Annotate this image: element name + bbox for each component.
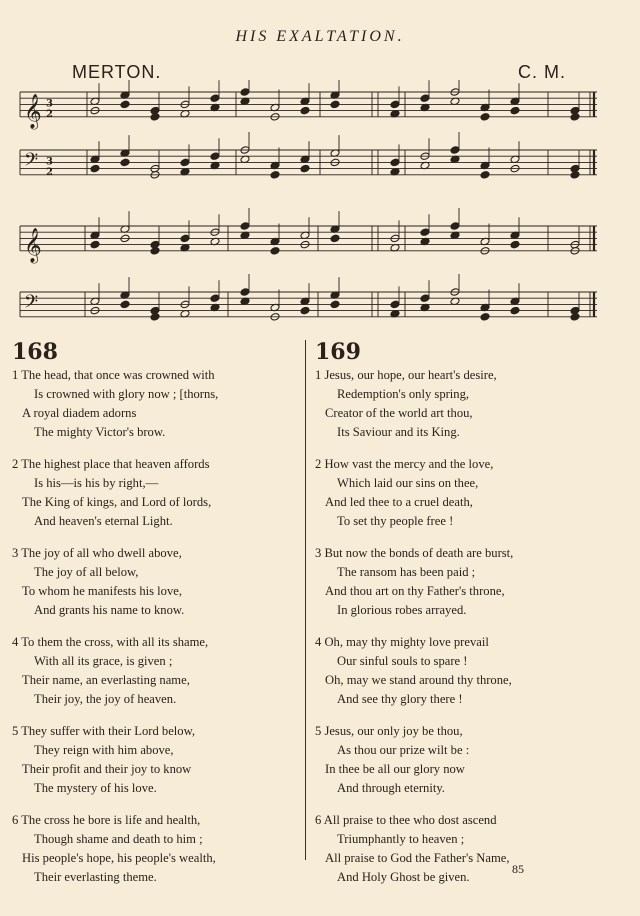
verse-line: 3 The joy of all who dwell above, xyxy=(12,546,182,560)
verse-line: And grants his name to know. xyxy=(34,603,185,617)
verse-line: Their profit and their joy to know xyxy=(22,762,192,776)
verse-line: 2 The highest place that heaven affords xyxy=(12,457,210,471)
page-number: 85 xyxy=(512,862,524,876)
treble-clef-icon: 𝄞 xyxy=(24,93,42,129)
verse-line: Which laid our sins on thee, xyxy=(337,476,479,490)
verse-line: In thee be all our glory now xyxy=(325,762,465,776)
verse xyxy=(315,544,615,620)
music-score xyxy=(0,80,640,330)
verse xyxy=(315,455,615,531)
verse-line: The mystery of his love. xyxy=(34,781,157,795)
page-header: HIS EXALTATION. xyxy=(235,28,405,45)
verse-line: Redemption's only spring, xyxy=(337,387,470,401)
verse-line: 6 All praise to thee who dost ascend xyxy=(315,813,497,827)
verse-line: 1 The head, that once was crowned with xyxy=(12,368,215,382)
hymn-169 xyxy=(315,340,615,900)
verse-line: Triumphantly to heaven ; xyxy=(337,832,465,846)
verse xyxy=(12,633,302,709)
verse xyxy=(12,455,302,531)
verse-line: With all its grace, is given ; xyxy=(34,654,173,668)
verse-line: Oh, may we stand around thy throne, xyxy=(325,673,512,687)
hymn-verses xyxy=(315,366,615,887)
verse xyxy=(12,722,302,798)
bass-clef-icon: 𝄢 xyxy=(24,149,39,175)
tune-meter: C. M. xyxy=(518,62,566,82)
hymn-number: 168 xyxy=(12,339,58,365)
verse-line: To whom he manifests his love, xyxy=(22,584,183,598)
svg-text:2: 2 xyxy=(46,166,53,178)
verse-line: And Holy Ghost be given. xyxy=(337,870,470,884)
verse-line: Though shame and death to him ; xyxy=(34,832,203,846)
verse-line: All praise to God the Father's Name, xyxy=(325,851,510,865)
verse-line: And see thy glory there ! xyxy=(337,692,463,706)
verse-line: In glorious robes arrayed. xyxy=(337,603,467,617)
verse-line: 5 They suffer with their Lord below, xyxy=(12,724,196,738)
verse-line: The King of kings, and Lord of lords, xyxy=(22,495,212,509)
verse-line: Its Saviour and its King. xyxy=(337,425,460,439)
verse-line: And led thee to a cruel death, xyxy=(325,495,473,509)
verse-line: Is his—is his by right,— xyxy=(34,476,159,490)
verse-line: And through eternity. xyxy=(337,781,445,795)
verse-line: 4 To them the cross, with all its shame, xyxy=(12,635,209,649)
verse-line: 5 Jesus, our only joy be thou, xyxy=(315,724,463,738)
bass-clef-icon: 𝄢 xyxy=(24,291,39,317)
verse-line: As thou our prize wilt be : xyxy=(337,743,470,757)
verse-line: 6 The cross he bore is life and health, xyxy=(12,813,201,827)
verse-line: And heaven's eternal Light. xyxy=(34,514,173,528)
verse-line: His people's hope, his people's wealth, xyxy=(22,851,216,865)
verse-line: Our sinful souls to spare ! xyxy=(337,654,468,668)
verse-line: 2 How vast the mercy and the love, xyxy=(315,457,494,471)
verse xyxy=(315,722,615,798)
verse-line: Is crowned with glory now ; [thorns, xyxy=(34,387,219,401)
svg-text:3: 3 xyxy=(46,98,53,110)
verse-line: A royal diadem adorns xyxy=(22,406,137,420)
verse-line: The mighty Victor's brow. xyxy=(34,425,166,439)
verse-line: 4 Oh, may thy mighty love prevail xyxy=(315,635,489,649)
hymn-verses xyxy=(12,366,302,887)
verse-line: Their joy, the joy of heaven. xyxy=(34,692,177,706)
verse-line: Creator of the world art thou, xyxy=(325,406,473,420)
hymn-168 xyxy=(12,340,302,900)
verse-line: The joy of all below, xyxy=(34,565,139,579)
treble-clef-icon: 𝄞 xyxy=(24,227,42,263)
verse xyxy=(12,811,302,887)
verse xyxy=(315,811,615,887)
verse xyxy=(12,544,302,620)
verse-line: The ransom has been paid ; xyxy=(337,565,476,579)
verse-line: 3 But now the bonds of death are burst, xyxy=(315,546,514,560)
verse-line: They reign with him above, xyxy=(34,743,174,757)
verse-line: 1 Jesus, our hope, our heart's desire, xyxy=(315,368,497,382)
svg-text:2: 2 xyxy=(46,108,53,120)
verse-line: Their name, an everlasting name, xyxy=(22,673,190,687)
svg-text:3: 3 xyxy=(46,156,53,168)
verse xyxy=(315,366,615,442)
tune-name: MERTON. xyxy=(72,62,162,82)
verse xyxy=(315,633,615,709)
verse-line: To set thy people free ! xyxy=(337,514,454,528)
column-divider xyxy=(305,340,306,860)
verse-line: And thou art on thy Father's throne, xyxy=(325,584,505,598)
hymn-number: 169 xyxy=(315,339,361,365)
verse-line: Their everlasting theme. xyxy=(34,870,157,884)
verse xyxy=(12,366,302,442)
